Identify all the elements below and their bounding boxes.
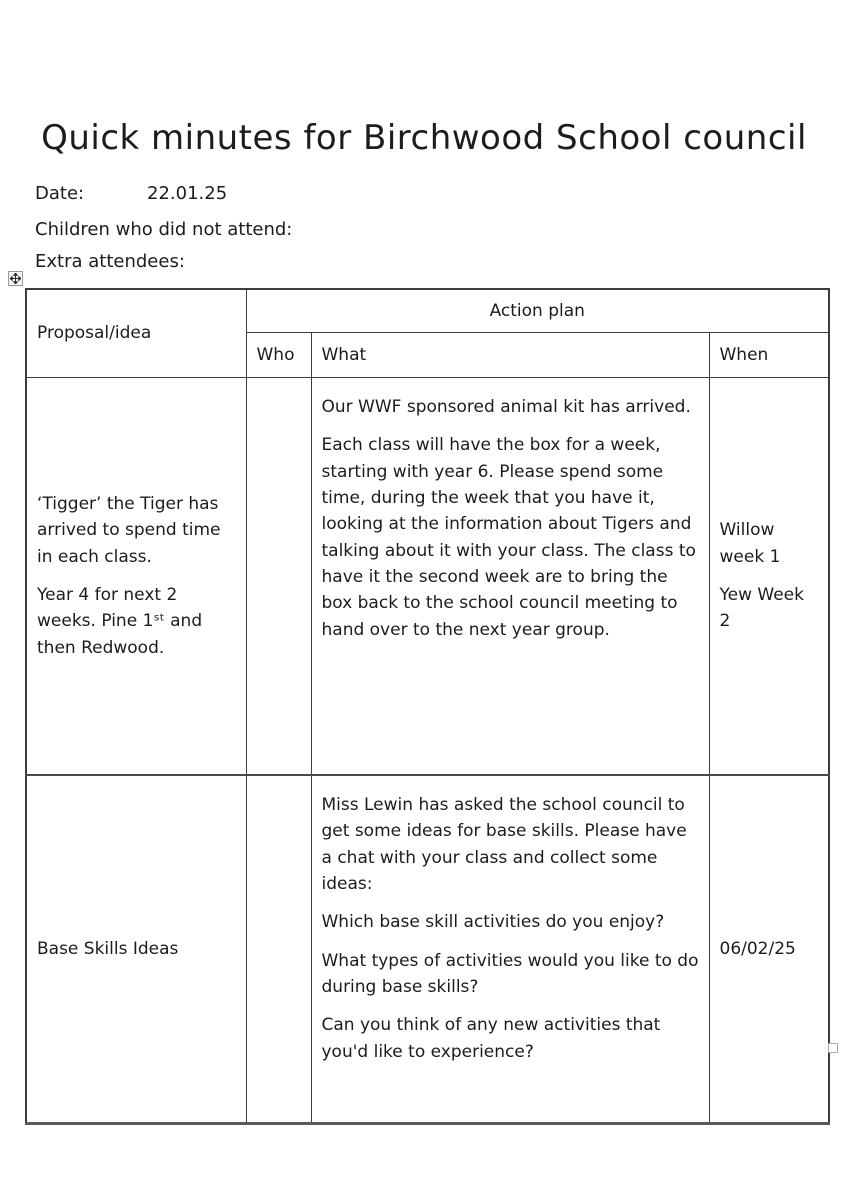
when-cell-tigger[interactable] [709,378,829,776]
proposal-cell-base-skills[interactable] [26,775,246,1124]
move-arrows-icon [10,273,21,284]
what-cell-base-skills[interactable] [311,775,709,1124]
paragraph: Can you think of any new activities that you'd like to experience? [321,1015,661,1062]
when-cell-base-skills[interactable] [709,775,829,1124]
paragraph: Miss Lewin has asked the school council to get some ideas for base skills. Please have a chat with your class and collect some ideas: [321,795,687,895]
table-move-handle-icon[interactable] [8,271,23,286]
header-cell-what[interactable]: What [311,333,709,378]
absent-label: Children who did not attend: [35,219,293,240]
paragraph: Year 4 for next 2 weeks. Pine 1ˢᵗ and then Redwood. [37,585,203,658]
paragraph: Yew Week 2 [719,585,804,632]
extra-attendees-line[interactable] [35,251,185,272]
header-cell-action-plan[interactable]: Action plan [246,289,829,333]
paragraph: Our WWF sponsored animal kit has arrived. [321,397,691,417]
date-line[interactable] [35,183,227,204]
who-cell-tigger[interactable] [246,378,311,776]
page-title: Quick minutes for Birchwood School council [41,118,807,158]
paragraph: What types of activities would you like to do during base skills? [321,950,699,998]
paragraph: 06/02/25 [719,938,796,959]
paragraph: ‘Tigger’ the Tiger has arrived to spend time in each class. [37,493,221,567]
table-row-tigger [26,378,829,776]
paragraph: Base Skills Ideas [37,938,179,959]
table-header-row-1 [26,289,829,333]
date-value: 22.01.25 [147,183,228,204]
minutes-table [25,288,830,1125]
paragraph: Each class will have the box for a week, starting with year 6. Please spend some time, during the week that you have it, looking at the information about Tigers and talking about it with your class. The class to have it the second week are to bring the box back to the school council meeting to hand over to the next year group. [321,435,696,640]
absent-line[interactable] [35,219,292,240]
table-resize-handle-icon[interactable] [828,1043,838,1053]
table-row-base-skills [26,775,829,1124]
date-label: Date: [35,183,85,204]
header-cell-when[interactable]: When [709,333,829,378]
paragraph: Which base skill activities do you enjoy? [321,912,665,933]
header-cell-who[interactable]: Who [246,333,311,378]
paragraph: Willow week 1 [719,520,781,567]
proposal-cell-tigger[interactable] [26,378,246,776]
header-cell-proposal[interactable]: Proposal/idea [26,289,246,378]
who-cell-base-skills[interactable] [246,775,311,1124]
what-cell-tigger[interactable] [311,378,709,776]
extra-attendees-label: Extra attendees: [35,251,185,272]
